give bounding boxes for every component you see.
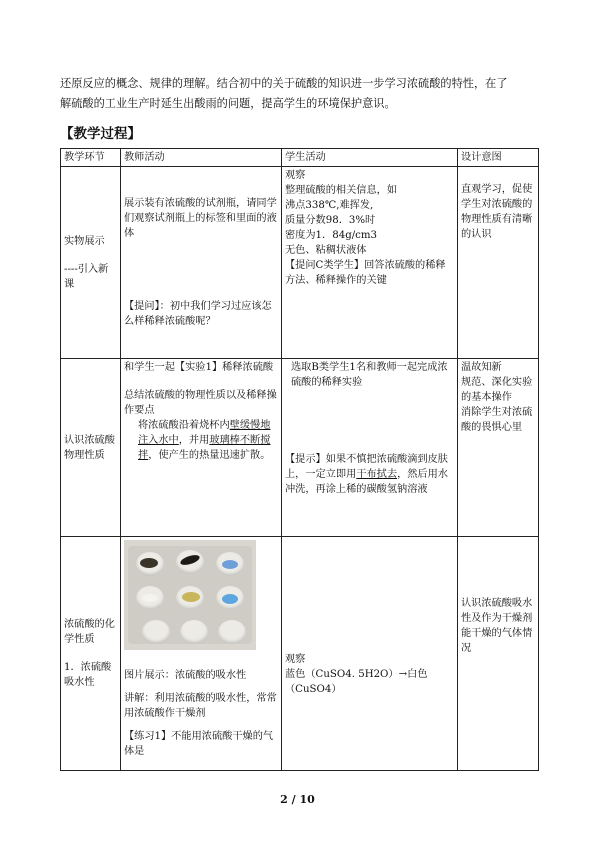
intro-paragraph: [60, 74, 538, 114]
row3-teacher-p2: 讲解：利用浓硫酸的吸水性，常常用浓硫酸作干燥剂: [124, 693, 277, 719]
row2-intent-line: 温故知新: [461, 362, 502, 373]
row2-student-p2: [285, 452, 454, 497]
row3-intent: [458, 537, 539, 771]
row1-intent: [458, 167, 539, 359]
row3-stage-line2: 1．浓硫酸吸水性: [64, 662, 112, 688]
row2-student: [282, 359, 458, 537]
row2-intent-line: 消除学生对浓硫酸的畏惧心里: [461, 407, 533, 433]
row1-student-line: 【提问C类学生】回答浓硫酸的稀释方法、稀释操作的关键: [285, 260, 446, 286]
row3-intent-text: 认识浓硫酸吸水性及作为干燥剂能干燥的气体情况: [461, 598, 533, 654]
row1-teacher-p1: 展示装有浓硫酸的试剂瓶，请同学们观察试剂瓶上的标签和里面的液体: [124, 198, 277, 239]
row1-student-line: 质量分数98．3%时: [285, 215, 376, 226]
row1-teacher: [121, 167, 282, 359]
row1-teacher-p2: 【提问】：初中我们学习过应该怎么样稀释浓硫酸呢？: [124, 301, 272, 327]
row2-student-p1: 选取B类学生1名和教师一起完成浓硫酸的稀释实验: [291, 362, 448, 388]
row1-stage: [61, 167, 121, 359]
row2-teacher-p3-underline2: 玻璃棒不断搅拌: [138, 435, 271, 461]
row3-teacher-p3: 【练习1】不能用浓硫酸干燥的气体是: [124, 731, 274, 757]
table-row: [61, 359, 539, 537]
row2-stage: 认识浓硫酸 物理性质: [61, 359, 121, 537]
row1-student-line: 无色、粘稠状液体: [285, 245, 367, 256]
row2-student-p2-a: 【提示】如果不慎把浓硫酸滴到皮肤上，一定立即用: [285, 454, 448, 480]
row3-teacher-p1: 图片展示：浓硫酸的吸水性: [124, 670, 247, 681]
row2-teacher-p2: 总结浓硫酸的物理性质以及稀释操作要点: [124, 390, 277, 416]
row2-teacher-p3-c: ，使产生的热量迅速扩散。: [148, 450, 271, 461]
row1-student: [282, 167, 458, 359]
row3-stage: [61, 537, 121, 771]
row2-teacher-p3: [124, 418, 278, 463]
row3-student: [282, 537, 458, 771]
page-number: 2 / 10: [280, 793, 315, 806]
row3-student-line: 蓝色（CuSO4. 5H2O）→白色（CuSO4）: [285, 669, 428, 695]
row2-teacher-p3-a: 将浓硫酸沿着烧杯内: [138, 420, 230, 431]
row2-teacher-p3-b: ，并用: [178, 435, 210, 446]
row1-student-line: 沸点338℃,难挥发,: [285, 200, 374, 211]
row2-teacher-p1: 和学生一起【实验1】稀释浓硫酸: [124, 362, 274, 373]
row2-intent-line: 规范、深化实验的基本操作: [461, 377, 533, 403]
intro-line-1: 还原反应的概念、规律的理解。结合初中的关于硫酸的知识进一步学习浓硫酸的特性，在了: [60, 77, 508, 90]
row1-student-line: 观察: [285, 170, 306, 181]
row2-student-p2-b: ，然后用水冲洗，再涂上稀的碳酸氢钠溶液: [285, 469, 448, 495]
intro-line-2: 解硫酸的工业生产时延生出酸雨的问题，提高学生的环境保护意识。: [60, 97, 396, 110]
absorption-experiment-photo: [124, 540, 256, 650]
row2-student-p2-underline: 干布拭去: [356, 469, 398, 480]
row1-intent-text: 直观学习，促使学生对浓硫酸的物理性质有清晰的认识: [461, 184, 533, 240]
row1-student-line: 整理硫酸的相关信息，如: [285, 185, 398, 196]
table-row: [61, 537, 539, 771]
section-title: 【教学过程】: [60, 126, 141, 142]
header-stage: 教学环节: [61, 149, 121, 167]
lesson-table: [60, 148, 539, 771]
table-row: [61, 167, 539, 359]
row3-student-line: 观察: [285, 654, 306, 665]
row1-student-line: 密度为1．84g/cm3: [285, 230, 377, 241]
row3-teacher: [121, 537, 282, 771]
table-header-row: [61, 149, 539, 167]
row2-teacher-p3-underline1: 壁缓慢地注入水中: [138, 420, 271, 446]
header-intent: 设计意图: [458, 149, 539, 167]
row2-intent: [458, 359, 539, 537]
row1-stage-line2: ----引入新课: [64, 263, 109, 290]
row3-stage-line1: 浓硫酸的化学性质: [64, 619, 115, 645]
header-teacher: 教师活动: [121, 149, 282, 167]
header-student: 学生活动: [282, 149, 458, 167]
row1-stage-line1: 实物展示: [64, 235, 105, 247]
row2-teacher: [121, 359, 282, 537]
